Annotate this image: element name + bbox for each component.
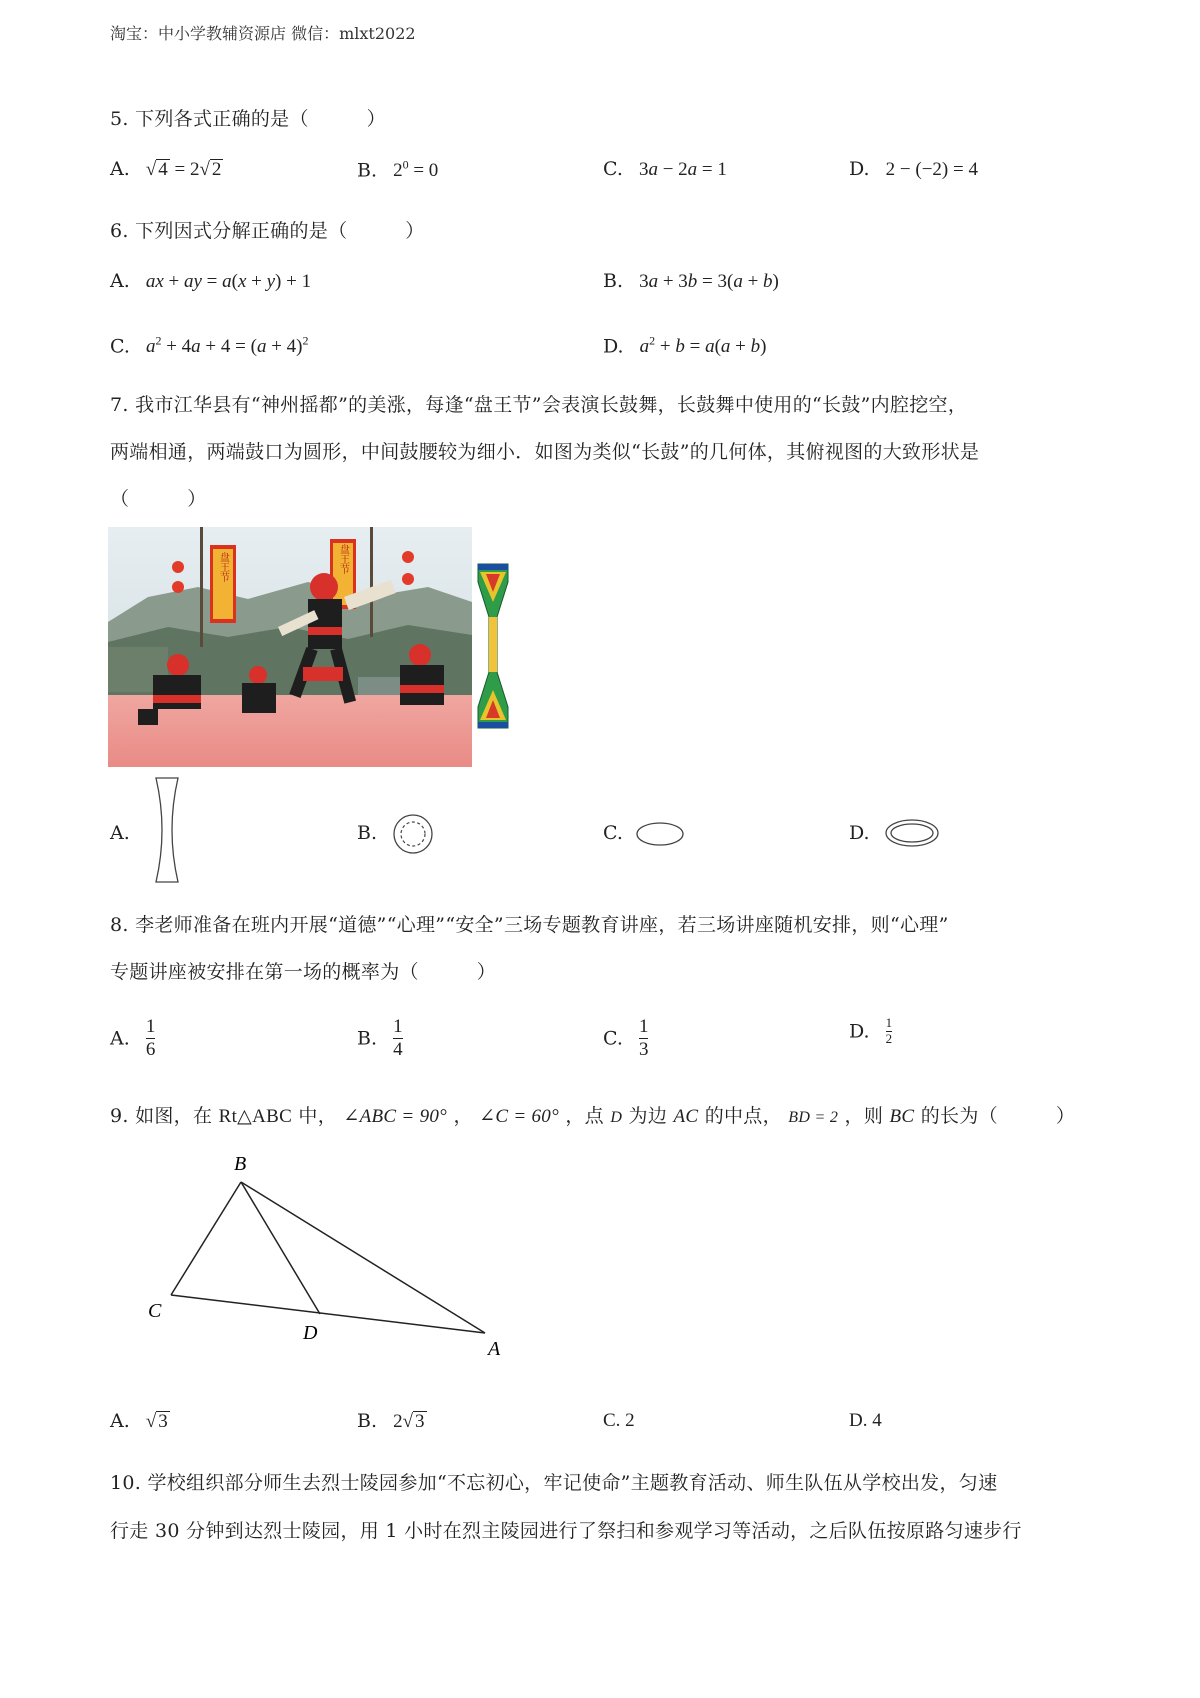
q6-a-expr: ax + ay = a(x + y) + 1 <box>145 271 312 292</box>
q8-b-label: B. <box>357 1027 378 1050</box>
q8-option-d <box>849 1016 892 1047</box>
point-d-label: D <box>303 1322 318 1344</box>
q8-line-1: 8. 李老师准备在班内开展“道德”“心理”“安全”三场专题教育讲座，若三场讲座随机安排，则“心理” <box>110 914 949 936</box>
q9-stem-rt: Rt△ABC <box>218 1106 293 1127</box>
q9-b-label: B. <box>357 1410 378 1432</box>
q9-stem-comma: ， <box>453 1105 473 1127</box>
long-drum-figure <box>476 562 510 730</box>
q8-b-numerator: 1 <box>393 1016 403 1037</box>
triangle-abc-diagram <box>140 1145 520 1365</box>
q5-stem: 5. 下列各式正确的是（ ） <box>110 108 386 130</box>
q7-option-c-figure <box>635 820 685 848</box>
long-drum-dance-photo <box>108 527 472 767</box>
q5-c-label: C. <box>603 158 623 180</box>
q6-a-label: A. <box>110 270 130 292</box>
q9-stem-d: D <box>610 1109 623 1126</box>
q5-a-expr: √ 4 = 2√ 2 <box>145 159 222 180</box>
page-header: 淘宝：中小学教辅资源店 微信：mlxt2022 <box>110 24 416 43</box>
q9-option-b <box>357 1410 427 1433</box>
q7-b-label: B. <box>357 822 378 844</box>
q5-d-expr: 2 − (−2) = 4 <box>885 159 978 180</box>
q9-stem <box>110 1101 1075 1128</box>
q8-c-numerator: 1 <box>638 1016 649 1037</box>
segment-bd <box>241 1182 320 1314</box>
q9-stem-angle2: ∠C = 60° <box>479 1106 560 1127</box>
side-ba <box>241 1182 485 1333</box>
q10-line-1: 10. 学校组织部分师生去烈士陵园参加“不忘初心，牢记使命”主题教育活动、师生队伍从学校出发，匀速 <box>110 1472 998 1494</box>
q5-option-a <box>110 158 223 181</box>
q9-stem-mid3: 为边 <box>628 1105 668 1127</box>
q9-stem-mid1: 中， <box>298 1105 338 1127</box>
q9-stem-bd: BD = 2 <box>788 1109 839 1126</box>
q8-line-2: 专题讲座被安排在第一场的概率为（ ） <box>110 961 497 983</box>
q10-line-2: 行走 30 分钟到达烈士陵园，用 1 小时在烈主陵园进行了祭扫和参观学习等活动，之后队伍按原路匀速步行 <box>110 1520 1022 1542</box>
q8-a-denominator: 6 <box>145 1038 156 1060</box>
q8-b-denominator: 4 <box>393 1038 403 1060</box>
q9-stem-suffix: 的长为（ ） <box>920 1105 1076 1127</box>
q5-option-c <box>603 158 727 181</box>
q6-d-expr: $a^2 + b = a(a + b)$ <box>639 334 767 358</box>
q6-d-label: D. <box>603 335 624 358</box>
q9-stem-bc: BC <box>889 1106 915 1127</box>
q8-b-fraction <box>393 1016 403 1061</box>
point-b-label: B <box>234 1153 247 1175</box>
q6-c-label: C. <box>110 335 130 358</box>
point-a-label: A <box>488 1338 501 1360</box>
q8-option-a <box>110 1016 155 1061</box>
q9-option-a <box>110 1410 170 1433</box>
q5-b-label: B. <box>357 159 378 182</box>
q7-a-label: A. <box>110 822 130 844</box>
q8-c-fraction <box>639 1016 649 1061</box>
q8-a-numerator: 1 <box>145 1016 156 1037</box>
q6-option-b <box>603 270 779 293</box>
q5-c-expr: 3a − 2a = 1 <box>638 159 727 180</box>
q6-c-expr: $a^2 + 4a + 4 = (a + 4)^2$ <box>145 334 309 358</box>
q8-c-denominator: 3 <box>638 1038 649 1060</box>
q7-c-label: C. <box>603 822 623 844</box>
q6-option-c <box>110 334 308 358</box>
q6-option-d <box>603 334 766 358</box>
q8-d-label: D. <box>849 1020 870 1043</box>
q9-stem-mid4: 的中点， <box>704 1105 782 1127</box>
q8-a-label: A. <box>110 1027 130 1050</box>
q9-stem-ac: AC <box>673 1106 699 1127</box>
q8-option-b <box>357 1016 403 1061</box>
q6-b-expr: 3a + 3b = 3(a + b) <box>639 271 779 292</box>
q5-b-expr: $2^0 = 0$ <box>393 158 439 182</box>
q9-a-expr: √ 3 <box>145 1411 168 1432</box>
q7-line-2: 两端相通，两端鼓口为圆形，中间鼓腰较为细小．如图为类似“长鼓”的几何体，其俯视图的大致形状是 <box>110 441 980 463</box>
q8-c-label: C. <box>603 1027 623 1050</box>
q7-line-1: 7. 我市江华县有“神州摇都”的美涨，每逢“盘王节”会表演长鼓舞，长鼓舞中使用的“长鼓”内腔挖空， <box>110 394 968 416</box>
q7-d-label: D. <box>849 822 870 844</box>
q5-option-b <box>357 158 438 182</box>
q8-option-c <box>603 1016 648 1061</box>
q9-option-d: D. 4 <box>849 1410 882 1431</box>
q7-option-d-figure <box>884 817 940 849</box>
q8-d-numerator: 1 <box>885 1015 893 1030</box>
dance-scene-illustration <box>108 527 472 767</box>
q9-option-c: C. 2 <box>603 1410 635 1431</box>
q8-d-fraction <box>886 1016 893 1047</box>
side-bc <box>171 1182 241 1295</box>
q6-b-label: B. <box>603 270 624 292</box>
side-ca <box>171 1295 485 1333</box>
q9-a-label: A. <box>110 1410 130 1432</box>
q6-stem: 6. 下列因式分解正确的是（ ） <box>110 220 425 242</box>
q5-a-label: A. <box>110 158 130 180</box>
q9-stem-mid5: ，则 <box>844 1105 884 1127</box>
banner-left-text: 盘王节 <box>217 552 229 582</box>
q5-option-d <box>849 158 978 181</box>
q8-a-fraction <box>146 1016 156 1061</box>
q8-d-denominator: 2 <box>885 1030 893 1046</box>
q9-stem-mid2: ，点 <box>565 1105 604 1127</box>
q9-stem-prefix: 9. 如图，在 <box>110 1105 213 1127</box>
q7-option-a-figure <box>150 776 184 884</box>
q5-d-label: D. <box>849 158 870 180</box>
q7-line-3: （ ） <box>110 488 207 510</box>
point-c-label: C <box>148 1300 162 1322</box>
q9-stem-angle1: ∠ABC = 90° <box>343 1106 448 1127</box>
q7-option-b-figure <box>391 812 435 856</box>
q9-b-expr: 2√ 3 <box>393 1411 425 1432</box>
q6-option-a <box>110 270 311 293</box>
banner-right-text: 盘王节 <box>337 544 349 574</box>
